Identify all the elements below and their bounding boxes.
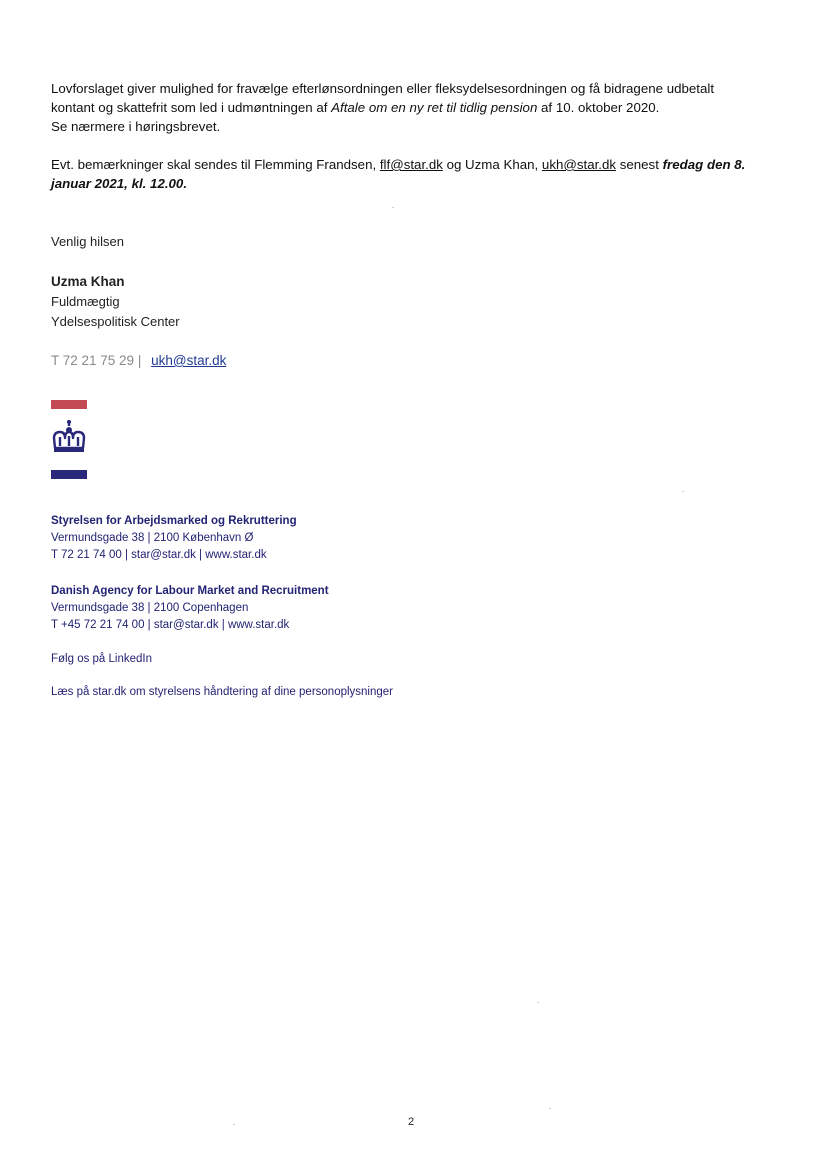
- logo-bottom-bar: [51, 470, 87, 479]
- agency-en-block: [51, 583, 329, 634]
- logo-top-bar: [51, 400, 87, 409]
- scan-speck: [233, 1124, 235, 1125]
- signer-department: Ydelsespolitisk Center: [51, 314, 180, 329]
- agency-address-en: Vermundsgade 38 | 2100 Copenhagen: [51, 602, 249, 614]
- agency-contact-en: T +45 72 21 74 00 | star@star.dk | www.star.dk: [51, 619, 290, 631]
- signer-title: Fuldmægtig: [51, 294, 120, 309]
- deadline-text: fredag den 8.: [662, 157, 746, 172]
- scan-speck: [682, 491, 684, 492]
- signer-phone: T 72 21 75 29 |: [51, 353, 142, 368]
- page-number: 2: [408, 1116, 415, 1128]
- agency-da-block: [51, 513, 297, 564]
- agency-name-en: Danish Agency for Labour Market and Recruitment: [51, 585, 329, 597]
- paragraph-2-line-1: [51, 156, 745, 175]
- paragraph-text: Se nærmere i høringsbrevet.: [51, 119, 221, 134]
- paragraph-text: Lovforslaget giver mulighed for fravælge efterlønsordningen eller fleksydelsesordningen og få bidragene udbetalt: [51, 81, 715, 96]
- scan-speck: [537, 1002, 539, 1003]
- scan-speck: [392, 207, 394, 208]
- paragraph-1-line-1: [51, 80, 714, 99]
- signer-contact: [51, 353, 226, 368]
- linkedin-link[interactable]: Følg os på LinkedIn: [51, 653, 153, 665]
- agency-name-da: Styrelsen for Arbejdsmarked og Rekruttering: [51, 515, 297, 527]
- paragraph-text: af 10. oktober 2020.: [537, 100, 660, 115]
- agreement-title: Aftale om en ny ret til tidlig pension: [331, 100, 538, 115]
- crown-icon: [50, 418, 88, 456]
- paragraph-text: senest: [616, 157, 663, 172]
- deadline-text: januar 2021, kl. 12.00.: [51, 176, 188, 191]
- signer-email-link[interactable]: ukh@star.dk: [151, 353, 227, 368]
- paragraph-1-line-3: [51, 118, 220, 137]
- email-link-flf[interactable]: flf@star.dk: [379, 157, 443, 172]
- scan-speck: [549, 1108, 551, 1109]
- paragraph-text: Evt. bemærkninger skal sendes til Flemming Frandsen,: [51, 157, 380, 172]
- greeting: Venlig hilsen: [51, 234, 124, 249]
- privacy-link[interactable]: Læs på star.dk om styrelsens håndtering af dine personoplysninger: [51, 686, 394, 698]
- agency-address-da: Vermundsgade 38 | 2100 København Ø: [51, 532, 254, 544]
- paragraph-2-line-2: [51, 175, 187, 194]
- signer-name: Uzma Khan: [51, 274, 125, 289]
- paragraph-text: kontant og skattefrit som led i udmøntningen af: [51, 100, 332, 115]
- email-link-ukh[interactable]: ukh@star.dk: [541, 157, 617, 172]
- paragraph-text: og Uzma Khan,: [442, 157, 542, 172]
- agency-contact-da: T 72 21 74 00 | star@star.dk | www.star.dk: [51, 549, 267, 561]
- paragraph-1-line-2: [51, 99, 659, 118]
